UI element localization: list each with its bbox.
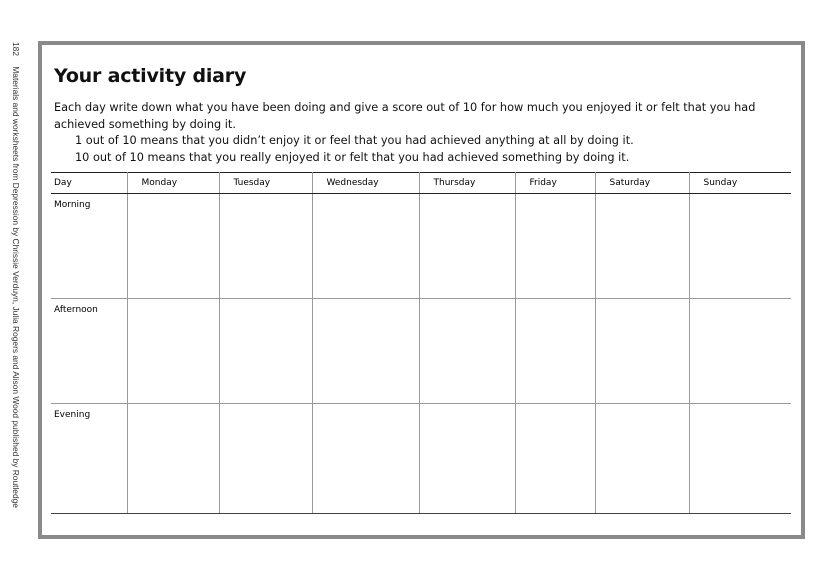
activity-table [51, 172, 791, 514]
header-sunday: Sunday [689, 173, 791, 194]
entry-cell[interactable] [689, 299, 791, 404]
entry-cell[interactable] [689, 194, 791, 299]
header-tuesday: Tuesday [219, 173, 312, 194]
row-label-afternoon: Afternoon [51, 299, 127, 404]
header-monday: Monday [127, 173, 219, 194]
row-evening [51, 404, 791, 514]
header-friday: Friday [515, 173, 595, 194]
entry-cell[interactable] [595, 404, 689, 514]
worksheet-title: Your activity diary [54, 65, 247, 87]
header-saturday: Saturday [595, 173, 689, 194]
entry-cell[interactable] [127, 299, 219, 404]
row-afternoon [51, 299, 791, 404]
entry-cell[interactable] [219, 404, 312, 514]
entry-cell[interactable] [689, 404, 791, 514]
entry-cell[interactable] [595, 299, 689, 404]
entry-cell[interactable] [127, 194, 219, 299]
entry-cell[interactable] [312, 299, 419, 404]
worksheet-frame [38, 41, 805, 539]
header-wednesday: Wednesday [312, 173, 419, 194]
entry-cell[interactable] [515, 404, 595, 514]
instructions [54, 100, 789, 166]
row-morning [51, 194, 791, 299]
entry-cell[interactable] [419, 194, 515, 299]
entry-cell[interactable] [312, 194, 419, 299]
header-thursday: Thursday [419, 173, 515, 194]
header-row [51, 173, 791, 194]
scale-low-text: 1 out of 10 means that you didn’t enjoy it or feel that you had achieved anything at all by doing it. [75, 134, 634, 147]
entry-cell[interactable] [219, 194, 312, 299]
entry-cell[interactable] [127, 404, 219, 514]
entry-cell[interactable] [419, 299, 515, 404]
entry-cell[interactable] [419, 404, 515, 514]
page-number: 182 [11, 42, 21, 56]
entry-cell[interactable] [515, 299, 595, 404]
entry-cell[interactable] [515, 194, 595, 299]
entry-cell[interactable] [312, 404, 419, 514]
credit-text: Materials and worksheets from Depression by Chrissie Verduyn, Julia Rogers and Alison Wood published by Routledge [11, 66, 21, 508]
entry-cell[interactable] [595, 194, 689, 299]
side-credit [9, 42, 23, 532]
row-label-morning: Morning [51, 194, 127, 299]
header-day: Day [51, 173, 127, 194]
row-label-evening: Evening [51, 404, 127, 514]
instruction-text: Each day write down what you have been doing and give a score out of 10 for how much you enjoyed it or felt that you had achieved something by doing it. [54, 101, 756, 131]
entry-cell[interactable] [219, 299, 312, 404]
scale-high-text: 10 out of 10 means that you really enjoyed it or felt that you had achieved something by doing it. [75, 150, 630, 164]
